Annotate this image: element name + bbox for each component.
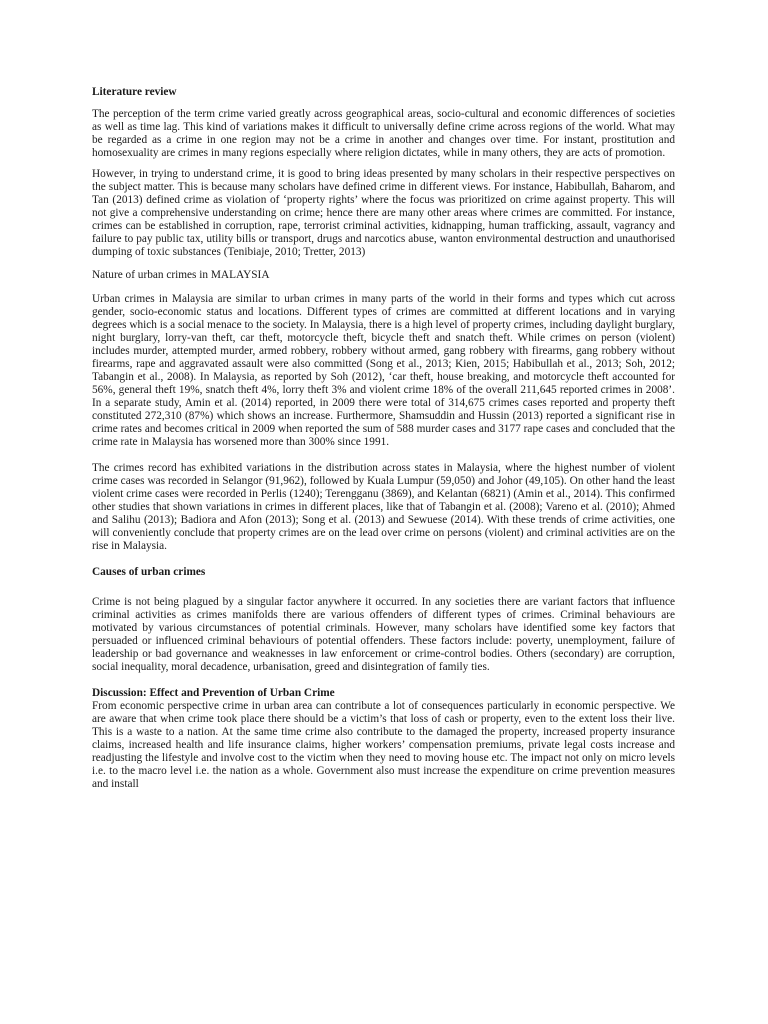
causes-paragraph-1: Crime is not being plagued by a singular factor anywhere it occurred. In any societies there are variant factors that influence criminal activities as crimes manifolds there are various offenders of different types of crimes. Criminal behaviours are motivated by various circumstances of potential criminals. However, many scholars have identified some key factors that persuaded or influenced criminal behaviours of potential offenders. These factors include: poverty, unemployment, failure of leadership or bad governance and weaknesses in law enforcement or crime-control bodies. Others (secondary) are corruption, social inequality, moral decadence, urbanisation, greed and disintegration of family ties. bbox=[92, 596, 675, 673]
causes-heading: Causes of urban crimes bbox=[92, 566, 206, 578]
nature-paragraph-1: Urban crimes in Malaysia are similar to urban crimes in many parts of the world in their forms and types which cut across gender, socio-economic status and locations. Different types of crimes are committed at different locations and in varying degrees which is a social menace to the society. In Malaysia, there is a high level of property crimes, including daylight burglary, night burglary, lorry-van theft, car theft, motorcycle theft, bicycle theft and snatch theft. While crimes on person (violent) includes murder, attempted murder, armed robbery, robbery without armed, gang robbery with firearms, gang robbery without firearms, rape and aggravated assault were also committed (Song et al., 2013; Kien, 2015; Habibullah et al., 2013; Soh, 2012; Tabangin et al., 2008). In Malaysia, as reported by Soh (2012), ‘car theft, house breaking, and motorcycle theft accounted for 56%, general theft 19%, snatch theft 4%, lorry theft 3% and violent crime 18% of the overall 211,645 reported crimes in 2008’. In a separate study, Amin et al. (2014) reported, in 2009 there were total of 314,675 crimes cases reported and property theft constituted 272,310 (87%) which shows an increase. Furthermore, Shamsuddin and Hussin (2013) reported a significant rise in crime rates and becomes critical in 2009 when reported the sum of 588 murder cases and 3177 rape cases and concluded that the crime rate in Malaysia has worsened more than 300% since 1991. bbox=[92, 293, 675, 448]
document-page bbox=[92, 86, 675, 799]
nature-heading: Nature of urban crimes in MALAYSIA bbox=[92, 269, 270, 281]
nature-paragraph-2: The crimes record has exhibited variations in the distribution across states in Malaysia, where the highest number of violent crime cases was recorded in Selangor (91,962), followed by Kuala Lumpur (59,050) and Johor (49,105). On other hand the least violent crime cases were recorded in Perlis (1240); Terengganu (3869), and Kelantan (6821) (Amin et al., 2014). This confirmed other studies that shown variations in crimes in different places, like that of Tabangin et al. (2008); Vareno et al. (2010); Ahmed and Salihu (2013); Badiora and Afon (2013); Song et al. (2013) and Sewuese (2014). With these trends of crime activities, one will conveniently conclude that property crimes are on the lead over crime on persons (violent) and criminal activities are on the rise in Malaysia. bbox=[92, 462, 675, 552]
literature-review-paragraph-2: However, in trying to understand crime, it is good to bring ideas presented by many scholars in their respective perspectives on the subject matter. This is because many scholars have defined crime in different views. For instance, Habibullah, Baharom, and Tan (2013) defined crime as violation of ‘property rights’ where the focus was prioritized on crime against property. This will not give a comprehensive understanding on crime; hence there are many other areas where crimes are committed. For instance, crimes can be established in corruption, rape, terrorist criminal activities, kidnapping, human trafficking, assault, vagrancy and failure to pay public tax, utility bills or transport, drugs and narcotics abuse, wanton environmental destruction and unauthorised dumping of toxic substances (Tenibiaje, 2010; Tretter, 2013) bbox=[92, 168, 675, 258]
literature-review-heading: Literature review bbox=[92, 86, 177, 98]
literature-review-paragraph-1: The perception of the term crime varied greatly across geographical areas, socio-cultural and economic differences of societies as well as time lag. This kind of variations makes it difficult to universally define crime across regions of the world. What may be regarded as a crime in one region may not be a crime in another and changes over time. For instant, prostitution and homosexuality are crimes in many regions especially where religion dictates, while in many others, they are acts of promotion. bbox=[92, 108, 675, 159]
discussion-paragraph-1: From economic perspective crime in urban area can contribute a lot of consequences particularly in economic perspective. We are aware that when crime took place there should be a victim’s that loss of cash or property, even to the extent loss their live. This is a waste to a nation. At the same time crime also contribute to the damaged the property, increased property insurance claims, increased health and life insurance claims, higher workers’ compensation premiums, private legal costs increase and readjusting the lifestyle and involve cost to the victim when they need to moving house etc. The impact not only on micro levels i.e. to the macro level i.e. the nation as a whole. Government also must increase the expenditure on crime prevention measures and install bbox=[92, 700, 675, 790]
discussion-heading: Discussion: Effect and Prevention of Urban Crime bbox=[92, 687, 335, 699]
